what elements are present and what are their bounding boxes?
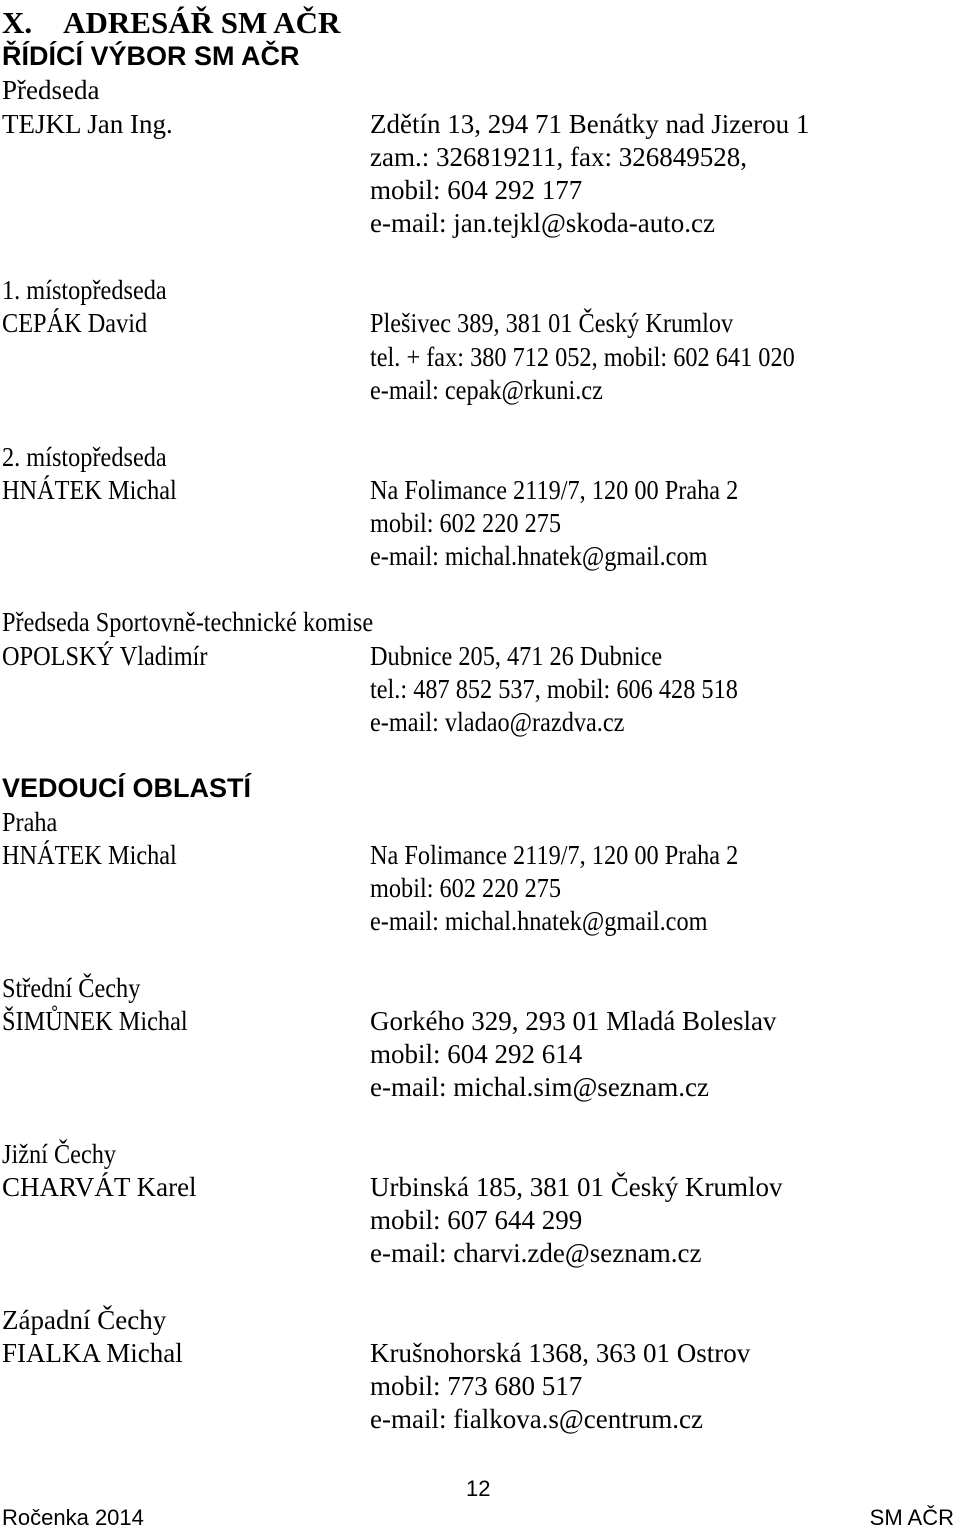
officer-phone: tel.: 487 852 537, mobil: 606 428 518: [370, 674, 738, 704]
officer-role: Předseda Sportovně-technické komise: [2, 607, 374, 637]
region-leader-name: HNÁTEK Michal: [2, 840, 177, 870]
officer-name: HNÁTEK Michal: [2, 475, 177, 505]
officer-mobile: mobil: 602 220 275: [370, 508, 562, 538]
page-title: X. ADRESÁŘ SM AČR: [2, 5, 341, 40]
region-leader-address: Gorkého 329, 293 01 Mladá Boleslav: [370, 1006, 777, 1036]
officer-phone: tel. + fax: 380 712 052, mobil: 602 641 020: [370, 342, 795, 372]
region-leader-email: e-mail: michal.hnatek@gmail.com: [370, 906, 708, 936]
officer-address: Plešivec 389, 381 01 Český Krumlov: [370, 308, 734, 338]
region-leader-email: e-mail: fialkova.s@centrum.cz: [370, 1404, 703, 1434]
officer-role: Předseda: [2, 75, 100, 105]
officer-phone: zam.: 326819211, fax: 326849528,: [370, 142, 747, 172]
page-number: 12: [466, 1476, 491, 1501]
region-leader-mobile: mobil: 602 220 275: [370, 873, 562, 903]
officer-address: Dubnice 205, 471 26 Dubnice: [370, 641, 663, 671]
officer-address: Zdětín 13, 294 71 Benátky nad Jizerou 1: [370, 109, 810, 139]
region-leader-address: Krušnohorská 1368, 363 01 Ostrov: [370, 1338, 751, 1368]
region-leader-name: CHARVÁT Karel: [2, 1172, 197, 1202]
region-leader-mobile: mobil: 607 644 299: [370, 1205, 583, 1235]
officer-email: e-mail: michal.hnatek@gmail.com: [370, 541, 708, 571]
officer-mobile: mobil: 604 292 177: [370, 175, 583, 205]
region-leader-mobile: mobil: 773 680 517: [370, 1371, 583, 1401]
officer-role: 1. místopředseda: [2, 275, 167, 305]
footer-left: Ročenka 2014: [2, 1505, 144, 1530]
region-name: Praha: [2, 807, 58, 837]
officer-email: e-mail: cepak@rkuni.cz: [370, 375, 603, 405]
officer-name: OPOLSKÝ Vladimír: [2, 641, 208, 671]
officer-name: TEJKL Jan Ing.: [2, 109, 173, 139]
region-leader-name: FIALKA Michal: [2, 1338, 183, 1368]
officer-email: e-mail: jan.tejkl@skoda-auto.cz: [370, 208, 715, 238]
officer-name: CEPÁK David: [2, 308, 148, 338]
officer-email: e-mail: vladao@razdva.cz: [370, 707, 625, 737]
region-leader-email: e-mail: michal.sim@seznam.cz: [370, 1072, 709, 1102]
region-leader-email: e-mail: charvi.zde@seznam.cz: [370, 1238, 702, 1268]
region-leader-mobile: mobil: 604 292 614: [370, 1039, 583, 1069]
officer-address: Na Folimance 2119/7, 120 00 Praha 2: [370, 475, 739, 505]
regions-heading: VEDOUCÍ OBLASTÍ: [2, 773, 252, 803]
officer-role: 2. místopředseda: [2, 442, 167, 472]
footer-right: SM AČR: [869, 1505, 954, 1530]
region-name: Západní Čechy: [2, 1305, 167, 1335]
region-leader-address: Urbinská 185, 381 01 Český Krumlov: [370, 1172, 783, 1202]
region-name: Střední Čechy: [2, 973, 141, 1003]
region-leader-name: ŠIMŮNEK Michal: [2, 1006, 188, 1036]
region-name: Jižní Čechy: [2, 1139, 117, 1169]
committee-heading: ŘÍDÍCÍ VÝBOR SM AČR: [2, 41, 300, 71]
region-leader-address: Na Folimance 2119/7, 120 00 Praha 2: [370, 840, 739, 870]
